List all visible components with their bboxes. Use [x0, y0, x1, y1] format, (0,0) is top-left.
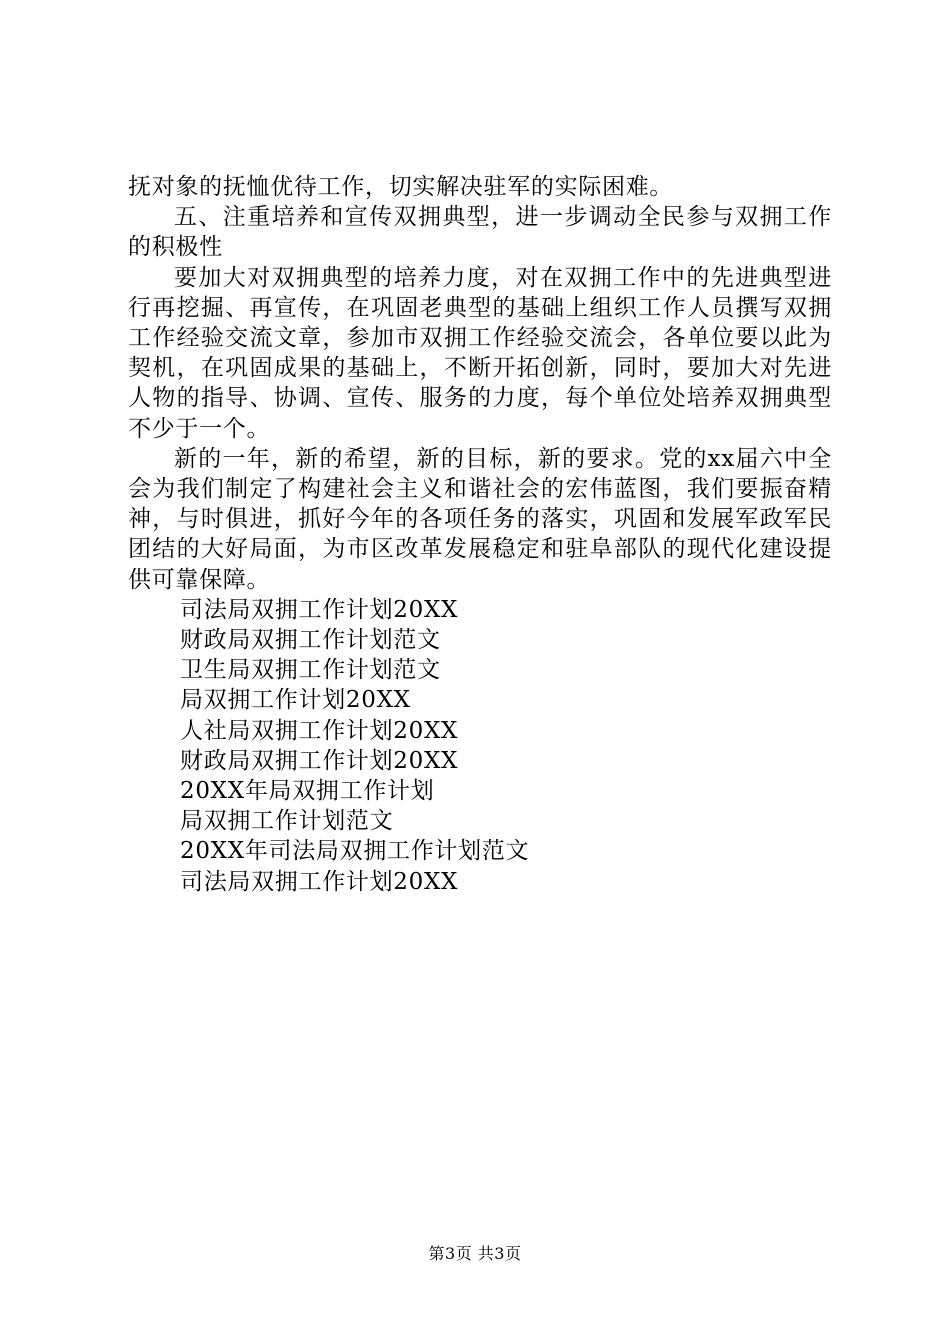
section-heading: 五、注重培养和宣传双拥典型，进一步调动全民参与双拥工作的积极性 [128, 204, 832, 261]
related-links-list [128, 595, 832, 897]
related-link[interactable]: 财政局双拥工作计划范文 [180, 627, 441, 654]
page-number-label: 第3页 共3页 [428, 1244, 522, 1263]
paragraph: 抚对象的抚恤优待工作，切实解决驻军的实际困难。 [128, 174, 674, 200]
related-link[interactable]: 卫生局双拥工作计划范文 [180, 657, 441, 684]
related-link[interactable]: 20XX年局双拥工作计划 [180, 778, 435, 805]
related-link[interactable]: 局双拥工作计划范文 [180, 808, 394, 835]
related-link[interactable]: 财政局双拥工作计划20XX [180, 747, 459, 774]
related-link[interactable]: 20XX年司法局双拥工作计划范文 [180, 838, 530, 865]
related-link[interactable]: 局双拥工作计划20XX [180, 687, 411, 714]
paragraph: 新的一年，新的希望，新的目标，新的要求。党的xx届六中全会为我们制定了构建社会主义和谐社会的宏伟蓝图，我们要振奋精神，与时俱进，抓好今年的各项任务的落实，巩固和发展军政军民团结的大好局面，为市区改革发展稳定和驻阜部队的现代化建设提供可靠保障。 [128, 445, 832, 593]
related-link[interactable]: 司法局双拥工作计划20XX [180, 596, 459, 623]
page-footer [0, 1244, 950, 1264]
paragraph: 要加大对双拥典型的培养力度，对在双拥工作中的先进典型进行再挖掘、再宣传，在巩固老典型的基础上组织工作人员撰写双拥工作经验交流文章，参加市双拥工作经验交流会，各单位要以此为契机，在巩固成果的基础上，不断开拓创新，同时，要加大对先进人物的指导、协调、宣传、服务的力度，每个单位处培养双拥典型不少于一个。 [128, 264, 832, 442]
related-link[interactable]: 人社局双拥工作计划20XX [180, 717, 459, 744]
document-body [128, 172, 832, 897]
related-link[interactable]: 司法局双拥工作计划20XX [180, 868, 459, 895]
